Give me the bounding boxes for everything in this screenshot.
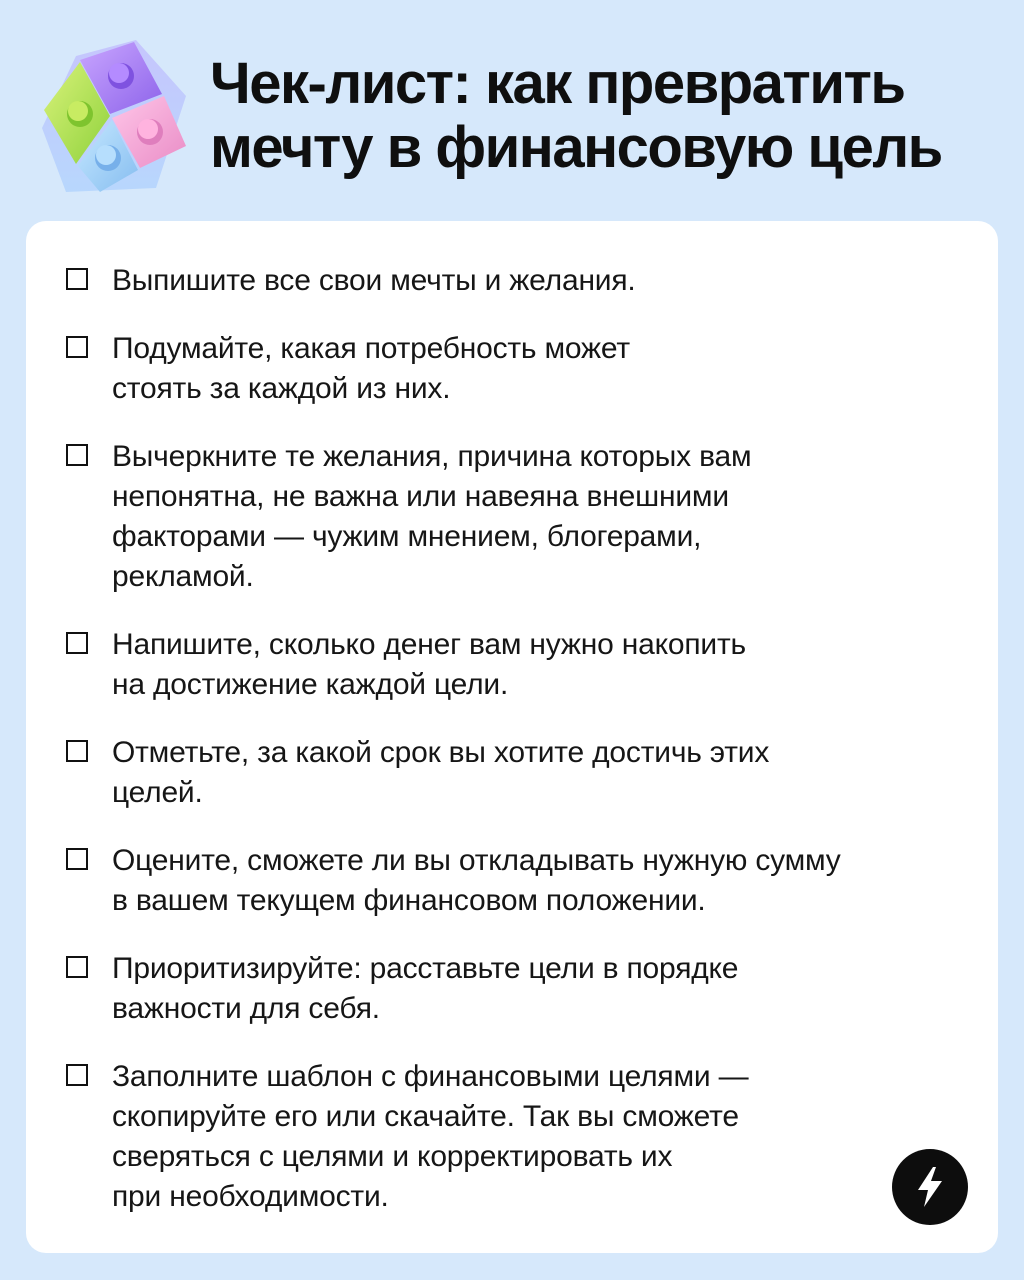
checklist-item-text bbox=[112, 733, 769, 813]
checklist-item bbox=[66, 1057, 966, 1217]
text-line: Отметьте, за какой срок вы хотите достичь этих bbox=[112, 736, 770, 769]
checklist-item-text bbox=[112, 329, 630, 409]
text-line: Выпишите все свои мечты и желания. bbox=[112, 264, 636, 297]
checkbox[interactable] bbox=[66, 956, 88, 978]
text-line: Заполните шаблон с финансовыми целями — bbox=[112, 1060, 749, 1093]
checklist-item bbox=[66, 733, 966, 813]
page-title bbox=[210, 52, 1010, 180]
text-line: скопируйте его или скачайте. Так вы сможете bbox=[112, 1100, 739, 1133]
text-line: Оцените, сможете ли вы откладывать нужную сумму bbox=[112, 844, 841, 877]
checklist-item bbox=[66, 437, 966, 597]
text-line: в вашем текущем финансовом положении. bbox=[112, 884, 706, 917]
text-line: на достижение каждой цели. bbox=[112, 668, 509, 701]
checklist-item-text bbox=[112, 261, 636, 301]
checklist-item-text bbox=[112, 949, 738, 1029]
checkbox[interactable] bbox=[66, 848, 88, 870]
lego-cube-icon bbox=[36, 36, 190, 196]
text-line: Подумайте, какая потребность может bbox=[112, 332, 630, 365]
title-line: Чек-лист: как превратить bbox=[210, 51, 905, 116]
checklist-item bbox=[66, 949, 966, 1029]
checkbox[interactable] bbox=[66, 632, 88, 654]
checklist bbox=[66, 261, 966, 1245]
checkbox[interactable] bbox=[66, 336, 88, 358]
text-line: факторами — чужим мнением, блогерами, bbox=[112, 520, 702, 553]
checkbox[interactable] bbox=[66, 1064, 88, 1086]
checklist-card bbox=[26, 221, 998, 1253]
lightning-bolt-icon bbox=[912, 1165, 948, 1209]
text-line: важности для себя. bbox=[112, 992, 380, 1025]
text-line: непонятна, не важна или навеяна внешними bbox=[112, 480, 729, 513]
text-line: сверяться с целями и корректировать их bbox=[112, 1140, 673, 1173]
checkbox[interactable] bbox=[66, 740, 88, 762]
text-line: при необходимости. bbox=[112, 1180, 389, 1213]
checklist-item-text bbox=[112, 625, 746, 705]
checklist-item-text bbox=[112, 437, 751, 597]
text-line: Вычеркните те желания, причина которых вам bbox=[112, 440, 752, 473]
checkbox[interactable] bbox=[66, 268, 88, 290]
checklist-item bbox=[66, 841, 966, 921]
text-line: целей. bbox=[112, 776, 203, 809]
text-line: Напишите, сколько денег вам нужно накопить bbox=[112, 628, 746, 661]
title-line: мечту в финансовую цель bbox=[210, 115, 942, 180]
checklist-item-text bbox=[112, 841, 841, 921]
checklist-item-text bbox=[112, 1057, 748, 1217]
text-line: рекламой. bbox=[112, 560, 254, 593]
checklist-item bbox=[66, 625, 966, 705]
text-line: стоять за каждой из них. bbox=[112, 372, 451, 405]
checkbox[interactable] bbox=[66, 444, 88, 466]
brand-badge[interactable] bbox=[892, 1149, 968, 1225]
text-line: Приоритизируйте: расставьте цели в порядке bbox=[112, 952, 739, 985]
checklist-item bbox=[66, 329, 966, 409]
checklist-item bbox=[66, 261, 966, 301]
